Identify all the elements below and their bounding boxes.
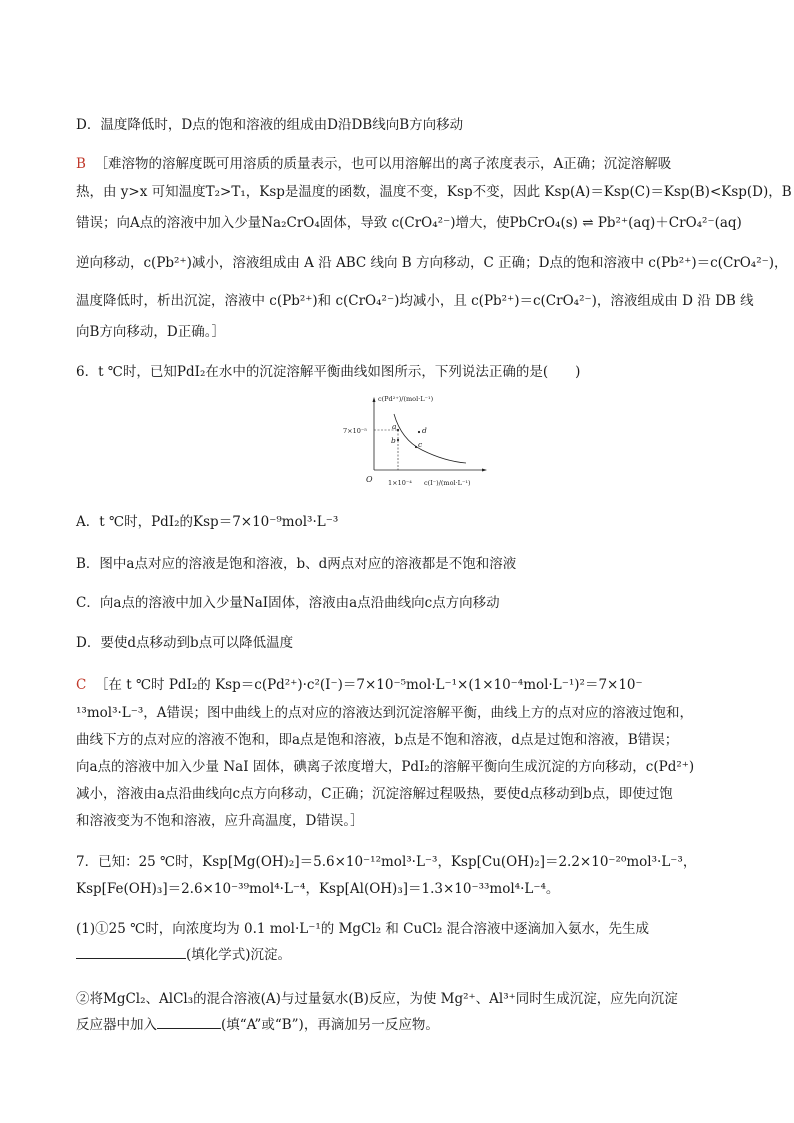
point-d-marker — [418, 431, 420, 433]
q5-exp-line: 热，由 y>x 可知温度T₂>T₁，Ksp是温度的函数，温度不变，Ksp不变，因此 Ksp(A)＝Ksp(C)＝Ksp(B)<Ksp(D)，B — [76, 184, 792, 200]
x-axis-arrow — [482, 469, 487, 472]
x-tick-label: 1×10⁻⁴ — [388, 479, 412, 487]
q6-exp-line: 和溶液变为不饱和溶液，应升高温度，D错误。］ — [76, 813, 364, 829]
q6-exp-line: 曲线下方的点对应的溶液不饱和，即a点是饱和溶液，b点是不饱和溶液，d点是过饱和溶液，B错误； — [76, 732, 679, 748]
q6-exp-line: ¹³mol³·L⁻³，A错误；图中曲线上的点对应的溶液达到沉淀溶解平衡，曲线上方的点对应的溶液过饱和， — [76, 705, 694, 721]
q7-part2-prefix: 反应器中加入 — [76, 1017, 157, 1033]
q6-exp-line: ［在 t ℃时 PdI₂的 Ksp＝c(Pd²⁺)·c²(I⁻)＝7×10⁻⁵mol·L⁻¹×(1×10⁻⁴mol·L⁻¹)²＝7×10⁻ — [94, 677, 643, 693]
q5-option-d: D．温度降低时，D点的饱和溶液的组成由D沿DB线向B方向移动 — [76, 117, 464, 133]
q6-option-a: A．t ℃时，PdI₂的Ksp＝7×10⁻⁹mol³·L⁻³ — [76, 514, 339, 530]
point-a-marker — [397, 429, 399, 431]
point-b-label: b — [391, 436, 396, 445]
q6-option-c: C．向a点的溶液中加入少量NaI固体，溶液由a点沿曲线向c点方向移动 — [76, 595, 500, 611]
q7-stem-line: 7．已知：25 ℃时，Ksp[Mg(OH)₂]＝5.6×10⁻¹²mol³·L⁻³，Ksp[Cu(OH)₂]＝2.2×10⁻²⁰mol³·L⁻³， — [76, 854, 697, 870]
x-axis-label: c(I⁻)/(mol·L⁻¹) — [424, 479, 471, 487]
point-b-marker — [397, 439, 399, 441]
q6-exp-line: 减小，溶液由a点沿曲线向c点方向移动，C正确；沉淀溶解过程吸热，要使d点移动到b点，即使过饱 — [76, 786, 673, 802]
q5-exp-line: ［难溶物的溶解度既可用溶质的质量表示，也可以用溶解出的离子浓度表示，A正确；沉淀溶解吸 — [94, 156, 672, 172]
point-c-marker — [415, 446, 417, 448]
q7-part2-suffix: (填“A”或“B”)，再滴加另一反应物。 — [221, 1017, 439, 1033]
y-tick-label: 7×10⁻⁵ — [343, 427, 367, 435]
q6-option-b: B．图中a点对应的溶液是饱和溶液，b、d两点对应的溶液都是不饱和溶液 — [76, 556, 517, 572]
q5-answer-letter: B — [76, 156, 86, 172]
point-a-label: a — [392, 422, 397, 431]
solubility-curve-chart — [334, 392, 494, 492]
q7-part2-line: ②将MgCl₂、AlCl₃的混合溶液(A)与过量氨水(B)反应，为使 Mg²⁺、Al³⁺同时生成沉淀，应先向沉淀 — [76, 991, 678, 1007]
answer-blank-1[interactable] — [76, 946, 186, 959]
q6-exp-line: 向a点的溶液中加入少量 NaI 固体，碘离子浓度增大，PdI₂的溶解平衡向生成沉淀的方向移动，c(Pd²⁺) — [76, 759, 695, 775]
y-axis-arrow — [373, 397, 376, 402]
q7-part1-line: (1)①25 ℃时，向浓度均为 0.1 mol·L⁻¹的 MgCl₂ 和 CuCl₂ 混合溶液中逐滴加入氨水，先生成 — [76, 921, 650, 937]
q5-exp-line: 错误；向A点的溶液中加入少量Na₂CrO₄固体，导致 c(CrO₄²⁻)增大，使PbCrO₄(s) ⇌ Pb²⁺(aq)＋CrO₄²⁻(aq) — [76, 215, 742, 231]
origin-label: O — [366, 475, 373, 484]
q6-stem: 6．t ℃时，已知PdI₂在水中的沉淀溶解平衡曲线如图所示，下列说法正确的是( ) — [76, 364, 581, 380]
answer-blank-2[interactable] — [157, 1016, 221, 1029]
q6-answer-letter: C — [76, 677, 87, 693]
point-d-label: d — [422, 426, 427, 435]
y-axis-label: c(Pd²⁺)/(mol·L⁻¹) — [378, 395, 434, 403]
q5-exp-line: 向B方向移动，D正确。］ — [76, 324, 225, 340]
q7-part1-suffix: (填化学式)沉淀。 — [186, 947, 292, 963]
q7-stem-line: Ksp[Fe(OH)₃]＝2.6×10⁻³⁹mol⁴·L⁻⁴，Ksp[Al(OH)₃]＝1.3×10⁻³³mol⁴·L⁻⁴。 — [76, 881, 560, 897]
q6-option-d: D．要使d点移动到b点可以降低温度 — [76, 635, 294, 651]
q5-exp-line: 温度降低时，析出沉淀，溶液中 c(Pb²⁺)和 c(CrO₄²⁻)均减小，且 c(Pb²⁺)＝c(CrO₄²⁻)，溶液组成由 D 沿 DB 线 — [76, 293, 754, 309]
q5-exp-line: 逆向移动，c(Pb²⁺)减小，溶液组成由 A 沿 ABC 线向 B 方向移动，C 正确；D点的饱和溶液中 c(Pb²⁺)＝c(CrO₄²⁻)， — [76, 255, 788, 271]
equilibrium-curve — [394, 414, 466, 463]
point-c-label: c — [418, 440, 423, 449]
